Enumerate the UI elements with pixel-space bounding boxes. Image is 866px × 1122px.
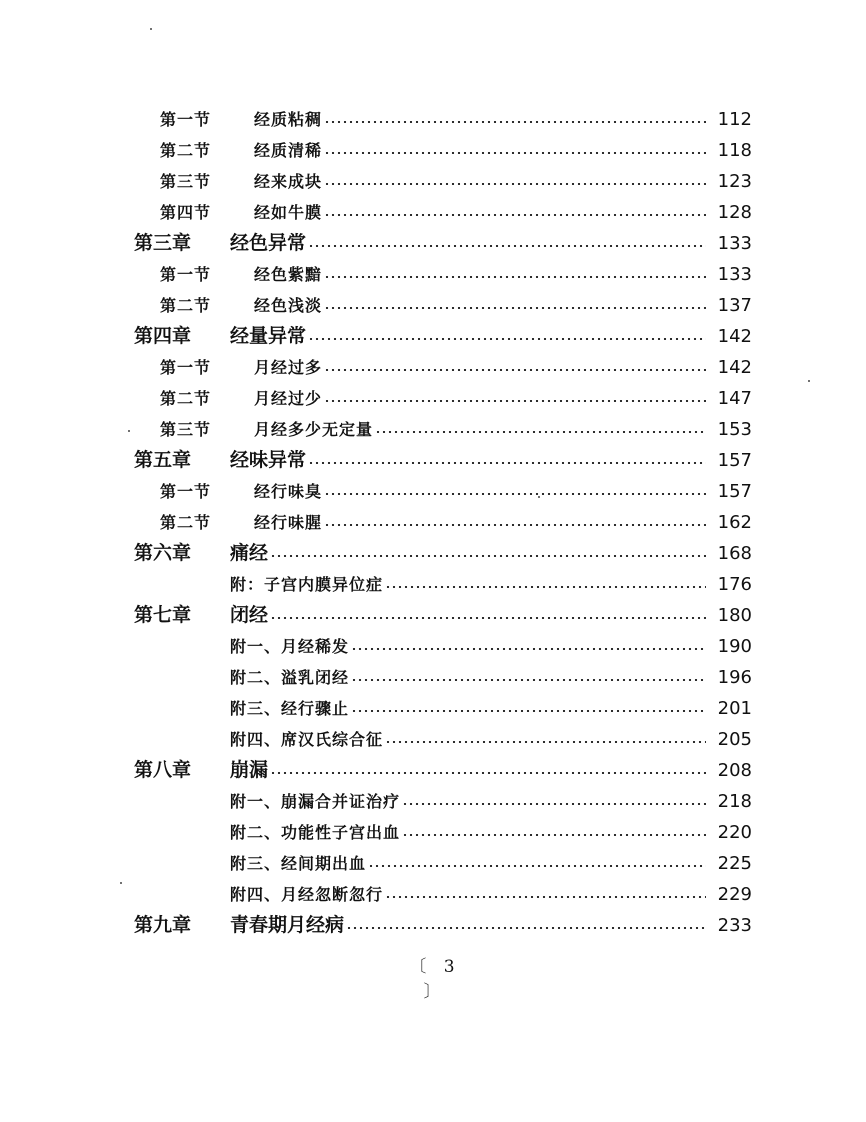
toc-entry-page: 123: [717, 171, 752, 192]
toc-entry-page: 168: [717, 543, 752, 564]
toc-entry-chapter: [134, 321, 752, 352]
page-number: 〔 3 〕: [409, 957, 461, 1002]
toc-entry-title: 经如牛膜: [254, 203, 323, 222]
toc-entry-appendix: [134, 631, 752, 662]
toc-entry-page: 128: [717, 202, 752, 223]
dot-leader: [270, 617, 706, 619]
scan-speck: [538, 496, 540, 498]
toc-entry-title: 月经过多: [254, 358, 323, 377]
toc-entry-number: 第四节: [160, 203, 212, 222]
toc-entry-page: 180: [717, 605, 752, 626]
toc-entry-number: 第一节: [160, 358, 212, 377]
dot-leader: [324, 524, 706, 526]
dot-leader: [385, 741, 706, 743]
toc-entry-page: 142: [717, 326, 752, 347]
toc-entry-title: 崩漏: [230, 759, 269, 781]
toc-entry-title: 附三、经行骤止: [230, 699, 350, 718]
toc-entry-number: 第七章: [134, 604, 192, 626]
toc-entry-title: 经来成块: [254, 172, 323, 191]
table-of-contents: [134, 104, 752, 941]
toc-entry-title: 附四、月经忽断忽行: [230, 885, 384, 904]
toc-entry-page: 218: [717, 791, 752, 812]
toc-entry-title: 经量异常: [230, 325, 307, 347]
toc-entry-title: 痛经: [230, 542, 269, 564]
toc-entry-appendix: [134, 817, 752, 848]
dot-leader: [324, 152, 706, 154]
toc-entry-number: 第二节: [160, 389, 212, 408]
toc-entry-title: 经行味腥: [254, 513, 323, 532]
toc-entry-page: 229: [717, 884, 752, 905]
dot-leader: [270, 555, 706, 557]
toc-entry-appendix: [134, 786, 752, 817]
toc-entry-chapter: [134, 228, 752, 259]
toc-entry-page: 112: [717, 109, 752, 130]
toc-entry-section: [134, 166, 752, 197]
dot-leader: [324, 369, 706, 371]
toc-entry-number: 第一节: [160, 265, 212, 284]
toc-entry-title: 附：子宫内膜异位症: [230, 575, 384, 594]
toc-entry-number: 第二节: [160, 141, 212, 160]
toc-entry-title: 附四、席汉氏综合征: [230, 730, 384, 749]
dot-leader: [351, 710, 706, 712]
toc-entry-page: 162: [717, 512, 752, 533]
dot-leader: [346, 927, 706, 929]
toc-entry-appendix: [134, 879, 752, 910]
toc-entry-number: 第二节: [160, 296, 212, 315]
dot-leader: [402, 834, 706, 836]
toc-entry-page: 153: [717, 419, 752, 440]
toc-entry-section: [134, 414, 752, 445]
toc-entry-page: 176: [717, 574, 752, 595]
dot-leader: [351, 648, 706, 650]
toc-entry-chapter: [134, 600, 752, 631]
toc-entry-section: [134, 135, 752, 166]
dot-leader: [324, 400, 706, 402]
dot-leader: [402, 803, 706, 805]
toc-entry-section: [134, 290, 752, 321]
toc-entry-page: 208: [717, 760, 752, 781]
toc-entry-title: 经质粘稠: [254, 110, 323, 129]
toc-entry-page: 118: [717, 140, 752, 161]
toc-entry-section: [134, 352, 752, 383]
toc-entry-section: [134, 259, 752, 290]
dot-leader: [308, 462, 706, 464]
dot-leader: [324, 307, 706, 309]
toc-entry-title: 经味异常: [230, 449, 307, 471]
toc-entry-title: 经色异常: [230, 232, 307, 254]
toc-entry-title: 闭经: [230, 604, 269, 626]
toc-entry-title: 青春期月经病: [230, 914, 345, 936]
toc-entry-title: 经色紫黯: [254, 265, 323, 284]
scan-speck: [150, 28, 152, 30]
toc-entry-section: [134, 383, 752, 414]
toc-entry-page: 157: [717, 450, 752, 471]
dot-leader: [308, 338, 706, 340]
toc-entry-chapter: [134, 445, 752, 476]
dot-leader: [270, 772, 706, 774]
toc-entry-title: 附二、功能性子宫出血: [230, 823, 401, 842]
scan-speck: [128, 430, 130, 432]
toc-entry-title: 经行味臭: [254, 482, 323, 501]
toc-entry-chapter: [134, 755, 752, 786]
toc-entry-chapter: [134, 910, 752, 941]
toc-entry-appendix: [134, 693, 752, 724]
toc-entry-page: 190: [717, 636, 752, 657]
dot-leader: [351, 679, 706, 681]
toc-entry-appendix: [134, 724, 752, 755]
toc-entry-title: 附一、月经稀发: [230, 637, 350, 656]
toc-entry-number: 第八章: [134, 759, 192, 781]
toc-entry-section: [134, 476, 752, 507]
toc-entry-number: 第六章: [134, 542, 192, 564]
toc-entry-number: 第三节: [160, 172, 212, 191]
toc-entry-page: 142: [717, 357, 752, 378]
toc-entry-number: 第五章: [134, 449, 192, 471]
dot-leader: [324, 214, 706, 216]
toc-entry-section: [134, 104, 752, 135]
toc-entry-title: 附一、崩漏合并证治疗: [230, 792, 401, 811]
toc-entry-section: [134, 197, 752, 228]
toc-entry-page: 201: [717, 698, 752, 719]
toc-entry-page: 133: [717, 264, 752, 285]
toc-entry-title: 月经多少无定量: [254, 420, 374, 439]
toc-entry-appendix: [134, 662, 752, 693]
toc-entry-appendix: [134, 848, 752, 879]
toc-entry-section: [134, 507, 752, 538]
dot-leader: [324, 493, 706, 495]
dot-leader: [385, 586, 706, 588]
dot-leader: [324, 121, 706, 123]
toc-entry-page: 205: [717, 729, 752, 750]
toc-entry-number: 第一节: [160, 110, 212, 129]
dot-leader: [385, 896, 706, 898]
dot-leader: [368, 865, 706, 867]
dot-leader: [308, 245, 706, 247]
toc-entry-number: 第九章: [134, 914, 192, 936]
toc-entry-title: 经色浅淡: [254, 296, 323, 315]
scan-speck: [120, 882, 122, 884]
toc-entry-number: 第四章: [134, 325, 192, 347]
toc-entry-page: 157: [717, 481, 752, 502]
dot-leader: [375, 431, 706, 433]
toc-entry-title: 附二、溢乳闭经: [230, 668, 350, 687]
toc-entry-page: 133: [717, 233, 752, 254]
toc-entry-page: 225: [717, 853, 752, 874]
toc-entry-number: 第三节: [160, 420, 212, 439]
toc-entry-number: 第三章: [134, 232, 192, 254]
scan-speck: [808, 380, 810, 382]
toc-entry-page: 137: [717, 295, 752, 316]
dot-leader: [324, 183, 706, 185]
toc-entry-title: 附三、经间期出血: [230, 854, 367, 873]
toc-entry-title: 月经过少: [254, 389, 323, 408]
toc-entry-page: 233: [717, 915, 752, 936]
dot-leader: [324, 276, 706, 278]
toc-entry-number: 第二节: [160, 513, 212, 532]
toc-entry-title: 经质清稀: [254, 141, 323, 160]
toc-entry-page: 220: [717, 822, 752, 843]
toc-entry-appendix: [134, 569, 752, 600]
toc-entry-number: 第一节: [160, 482, 212, 501]
toc-entry-page: 196: [717, 667, 752, 688]
toc-entry-page: 147: [717, 388, 752, 409]
toc-entry-chapter: [134, 538, 752, 569]
